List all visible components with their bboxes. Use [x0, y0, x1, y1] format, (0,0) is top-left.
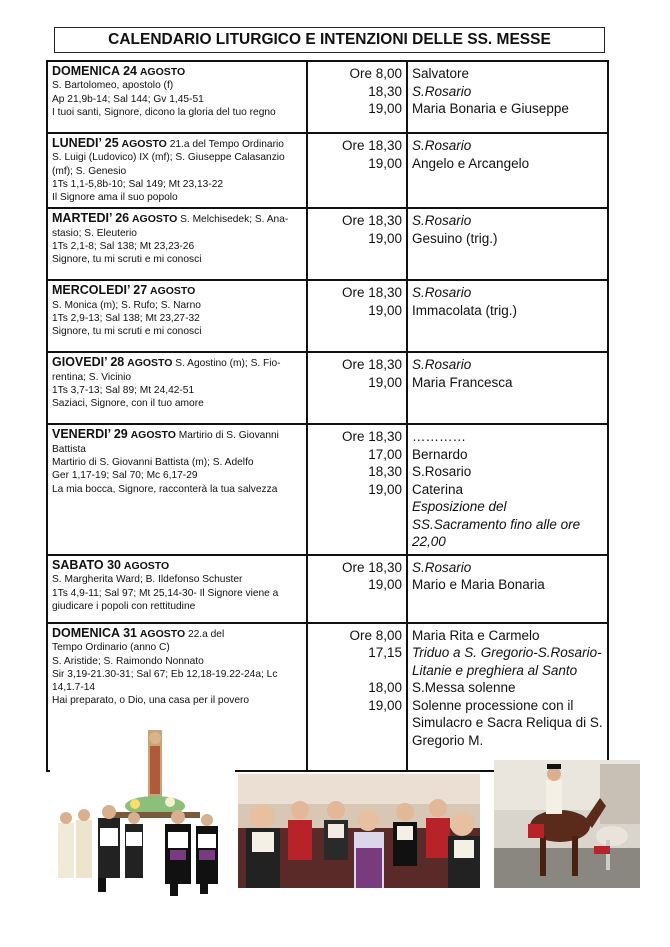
times-cell — [307, 424, 407, 555]
page-title: CALENDARIO LITURGICO E INTENZIONI DELLE SS. MESSE — [54, 27, 605, 53]
intention-item: Triduo a S. Gregorio-S.Rosario-Litanie e preghiera al Santo — [412, 645, 602, 678]
procession-photo — [50, 728, 235, 898]
intentions-cell — [407, 61, 608, 133]
day-detail-line: I tuoi santi, Signore, dicono la gloria del tuo regno — [52, 106, 276, 118]
day-detail-line: Signore, tu mi scruti e mi conosci — [52, 254, 202, 266]
day-cell — [47, 424, 307, 555]
day-cell — [47, 555, 307, 623]
day-month: AGOSTO — [139, 66, 186, 78]
intention-item: ………… — [412, 429, 466, 445]
day-cell — [47, 280, 307, 352]
day-detail-line: rentina; S. Vicinio — [52, 371, 132, 383]
intention-item: Maria Francesca — [412, 374, 513, 390]
intention-item: Salvatore — [412, 66, 470, 81]
day-note: S. Agostino (m); S. Fio- — [175, 358, 281, 370]
mass-time: Ore 18,30 — [341, 429, 402, 445]
intention-item: Maria Bonaria e Giuseppe — [412, 101, 569, 116]
calendar-row — [47, 208, 608, 280]
times-cell — [307, 352, 407, 424]
mass-time: 19,00 — [368, 230, 402, 246]
mass-time: Ore 18,30 — [341, 213, 402, 229]
mass-time: Ore 18,30 — [341, 559, 402, 575]
calendar-row — [47, 424, 608, 555]
intentions-cell — [407, 555, 608, 623]
day-cell — [47, 133, 307, 208]
day-name: DOMENICA 31 — [52, 625, 137, 640]
day-note: Martirio di S. Giovanni Battista — [52, 430, 279, 455]
day-cell — [47, 61, 307, 133]
day-name: DOMENICA 24 — [52, 64, 137, 78]
day-detail-line: Hai preparato, o Dio, una casa per il povero — [52, 695, 250, 707]
day-detail-line: Saziaci, Signore, con il tuo amore — [52, 398, 204, 410]
day-cell — [47, 352, 307, 424]
horse-riders-photo — [494, 760, 640, 888]
day-name: SABATO 30 — [52, 557, 122, 572]
intention-item: Gesuino (trig.) — [412, 230, 498, 246]
day-note: 21.a del Tempo Ordinario — [169, 139, 284, 150]
day-month: AGOSTO — [130, 429, 176, 442]
mass-time: 18,30 — [368, 464, 402, 480]
mass-time: 19,00 — [368, 577, 402, 593]
times-cell — [307, 280, 407, 352]
day-cell — [47, 208, 307, 280]
day-detail-line: S. Aristide; S. Raimondo Nonnato — [52, 655, 204, 667]
day-name: GIOVEDI’ 28 — [52, 355, 125, 370]
day-detail-line: 1Ts 4,9-11; Sal 97; Mt 25,14-30- Il Signore viene a giudicare i popoli con rettitudine — [52, 587, 279, 612]
mass-time: Ore 8,00 — [349, 66, 402, 81]
intentions-cell — [407, 424, 608, 555]
day-month: AGOSTO — [121, 138, 167, 150]
intention-item: Esposizione del SS.Sacramento fino alle ore 22,00 — [412, 499, 581, 550]
times-cell — [307, 555, 407, 623]
mass-time: 19,00 — [368, 374, 402, 390]
mass-time: 19,00 — [368, 481, 402, 497]
day-detail-line: S. Luigi (Ludovico) IX (mf); S. Giuseppe Calasanzio (mf); S. Genesio — [52, 152, 285, 177]
intention-item: Immacolata (trig.) — [412, 302, 518, 318]
calendar-row — [47, 133, 608, 208]
day-detail-line: 1Ts 2,1-8; Sal 138; Mt 23,23-26 — [52, 241, 195, 253]
day-name: VENERDI’ 29 — [52, 427, 128, 442]
day-detail-line: Ap 21,9b-14; Sal 144; Gv 1,45-51 — [52, 93, 204, 105]
day-detail-line: Ger 1,17-19; Sal 70; Mc 6,17-29 — [52, 470, 198, 482]
intention-item: Bernardo — [412, 446, 468, 462]
day-detail-line: S. Monica (m); S. Rufo; S. Narno — [52, 299, 201, 311]
intentions-cell — [407, 280, 608, 352]
day-detail-line: Sir 3,19-21.30-31; Sal 67; Eb 12,18-19.22-24a; Lc 14,1.7-14 — [52, 668, 278, 694]
calendar-table — [46, 60, 609, 772]
day-name: LUNEDI’ 25 — [52, 136, 119, 150]
day-month: AGOSTO — [139, 627, 186, 640]
day-month: AGOSTO — [131, 213, 178, 226]
day-detail-line: La mia bocca, Signore, racconterà la tua salvezza — [52, 483, 278, 495]
day-detail-line: Tempo Ordinario (anno C) — [52, 642, 170, 654]
day-name: MARTEDI’ 26 — [52, 211, 130, 226]
intention-item: Mario e Maria Bonaria — [412, 577, 545, 593]
day-detail-line: stasio; S. Eleuterio — [52, 227, 137, 239]
intention-item: S.Rosario — [412, 285, 472, 301]
intention-item: S.Rosario — [412, 357, 472, 373]
mass-time: 17,15 — [368, 645, 402, 661]
photos-strip — [0, 728, 670, 947]
intention-item: S.Rosario — [412, 464, 472, 480]
day-month: AGOSTO — [123, 559, 170, 572]
intentions-cell — [407, 133, 608, 208]
day-detail-line: S. Bartolomeo, apostolo (f) — [52, 80, 174, 92]
intention-item: S.Rosario — [412, 213, 472, 229]
intention-item: Angelo e Arcangelo — [412, 155, 530, 171]
day-detail-line: Il Signore ama il suo popolo — [52, 192, 178, 204]
intentions-cell — [407, 352, 608, 424]
intentions-cell — [407, 208, 608, 280]
day-detail-line: Signore, tu mi scruti e mi conosci — [52, 326, 202, 338]
mass-time: 19,00 — [368, 101, 402, 116]
mass-time: Ore 18,30 — [341, 285, 402, 301]
day-detail-line: Martirio di S. Giovanni Battista (m); S. Adelfo — [52, 457, 254, 469]
mass-time: Ore 8,00 — [349, 627, 402, 643]
intention-item: S.Rosario — [412, 559, 472, 575]
mass-time: 18,00 — [368, 680, 402, 696]
day-note: 22.a del — [187, 628, 225, 640]
intention-item: Maria Rita e Carmelo — [412, 627, 540, 643]
calendar-row — [47, 61, 608, 133]
calendar-row — [47, 280, 608, 352]
mass-time: Ore 18,30 — [341, 357, 402, 373]
mass-time: Ore 18,30 — [341, 138, 402, 153]
children-costume-photo — [238, 774, 480, 888]
intention-item: S.Rosario — [412, 138, 472, 153]
times-cell — [307, 61, 407, 133]
calendar-row — [47, 352, 608, 424]
intention-item: Caterina — [412, 481, 464, 497]
day-detail-line: 1Ts 1,1-5,8b-10; Sal 149; Mt 23,13-22 — [52, 178, 224, 190]
day-month: AGOSTO — [127, 357, 173, 370]
day-detail-line: S. Margherita Ward; B. Ildefonso Schuster — [52, 574, 243, 586]
intention-item: Solenne processione con il Simulacro e Sacra Reliqua di S. Gregorio M. — [412, 697, 603, 748]
mass-time: 19,00 — [368, 155, 402, 171]
day-detail-line: 1Ts 3,7-13; Sal 89; Mt 24,42-51 — [52, 385, 195, 397]
day-name: MERCOLEDI’ 27 — [52, 283, 148, 298]
mass-time — [312, 662, 402, 680]
mass-time: 18,30 — [368, 83, 402, 99]
intention-item: S.Messa solenne — [412, 680, 516, 696]
intention-item: S.Rosario — [412, 83, 472, 99]
times-cell — [307, 208, 407, 280]
mass-time: 19,00 — [368, 697, 402, 713]
day-month: AGOSTO — [150, 285, 196, 298]
times-cell — [307, 133, 407, 208]
day-detail-line: 1Ts 2,9-13; Sal 138; Mt 23,27-32 — [52, 313, 200, 325]
day-note: S. Melchisedek; S. Ana- — [180, 214, 289, 226]
mass-time: 19,00 — [368, 302, 402, 318]
calendar-row — [47, 555, 608, 623]
mass-time: 17,00 — [368, 446, 402, 462]
